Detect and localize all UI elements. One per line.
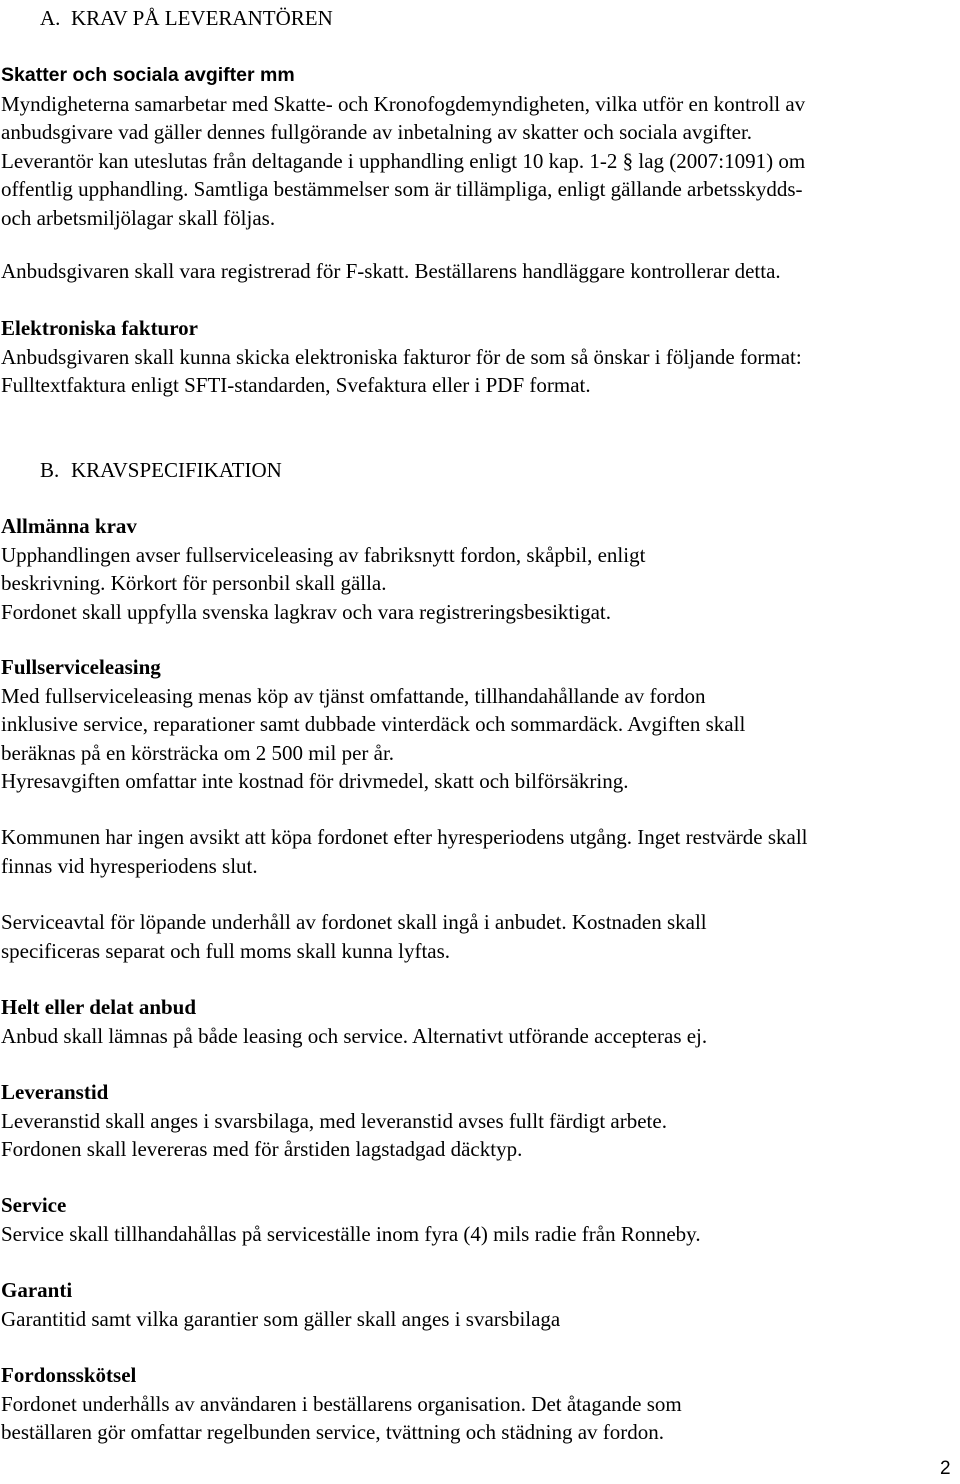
tax-line: Leverantör kan uteslutas från deltagande i upphandling enligt 10 kap. 1-2 § lag (2007:1091) om (1, 148, 806, 173)
residual-line: Kommunen har ingen avsikt att köpa fordonet efter hyresperiodens utgång. Inget restvärde skall (1, 825, 808, 849)
fskatt-paragraph (1, 257, 946, 286)
fullservice-line: Med fullserviceleasing menas köp av tjänst omfattande, tillhandahållande av fordon (1, 683, 706, 708)
section-b-title (40, 456, 282, 484)
fullservice-line: Hyresavgiften omfattar inte kostnad för drivmedel, skatt och bilförsäkring. (1, 769, 629, 793)
tax-section (1, 61, 946, 232)
fskatt-text: Anbudsgivaren skall vara registrerad för F-skatt. Beställarens handläggare kontrollerar detta. (1, 259, 781, 283)
invoice-heading: Elektroniska fakturor (1, 316, 198, 340)
service-agreement-paragraph (1, 908, 946, 965)
vehicle-care-line: Fordonet underhålls av användaren i beställarens organisation. Det åtagande som (1, 1391, 682, 1416)
warranty-line: Garantitid samt vilka garantier som gäller skall anges i svarsbilaga (1, 1306, 561, 1331)
general-line: beskrivning. Körkort för personbil skall gälla. (1, 571, 387, 595)
section-b-letter: B. (40, 458, 60, 482)
general-heading: Allmänna krav (1, 514, 137, 538)
page-number: 2 (940, 1458, 951, 1479)
service-heading: Service (1, 1193, 67, 1217)
vehicle-care-line: beställaren gör omfattar regelbunden service, tvättning och städning av fordon. (1, 1420, 665, 1444)
invoice-line: Fulltextfaktura enligt SFTI-standarden, Svefaktura eller i PDF format. (1, 373, 591, 397)
vehicle-care-section (1, 1361, 946, 1447)
section-b-title-text: KRAVSPECIFIKATION (71, 458, 282, 482)
warranty-heading: Garanti (1, 1278, 73, 1302)
section-a-title (40, 4, 333, 32)
service-agreement-line: Serviceavtal för löpande underhåll av fordonet skall ingå i anbudet. Kostnaden skall (1, 910, 707, 934)
tax-line: offentlig upphandling. Samtliga bestämmelser som är tillämpliga, enligt gällande arbetsskydds- (1, 177, 803, 201)
tax-line: och arbetsmiljölagar skall följas. (1, 205, 276, 230)
tax-line: Myndigheterna samarbetar med Skatte- och Kronofogdemyndigheten, vilka utför en kontroll av (1, 91, 806, 116)
warranty-section (1, 1276, 946, 1333)
general-line: Fordonet skall uppfylla svenska lagkrav och vara registreringsbesiktigat. (1, 599, 612, 624)
general-line: Upphandlingen avser fullserviceleasing av fabriksnytt fordon, skåpbil, enligt (1, 542, 646, 567)
tax-line: anbudsgivare vad gäller dennes fullgörande av inbetalning av skatter och sociala avgifter. (1, 120, 753, 144)
fullservice-line: beräknas på en körsträcka om 2 500 mil per år. (1, 740, 395, 765)
invoice-line: Anbudsgivaren skall kunna skicka elektroniska fakturor för de som så önskar i följande format: (1, 344, 802, 369)
residual-line: finnas vid hyresperiodens slut. (1, 853, 258, 878)
delivery-heading: Leveranstid (1, 1080, 109, 1104)
section-a-letter: A. (40, 6, 61, 30)
general-requirements-section (1, 512, 946, 626)
tax-heading: Skatter och sociala avgifter mm (1, 64, 295, 86)
delivery-line: Leveranstid skall anges i svarsbilaga, med leveranstid avses fullt färdigt arbete. (1, 1108, 667, 1133)
bid-heading: Helt eller delat anbud (1, 995, 197, 1019)
residual-value-paragraph (1, 823, 946, 880)
bid-section (1, 993, 946, 1050)
invoice-section (1, 314, 946, 400)
section-a-title-text: KRAV PÅ LEVERANTÖREN (71, 6, 333, 30)
service-section (1, 1191, 946, 1248)
delivery-section (1, 1078, 946, 1164)
fullservice-section (1, 653, 946, 796)
service-agreement-line: specificeras separat och full moms skall kunna lyftas. (1, 938, 451, 963)
vehicle-care-heading: Fordonsskötsel (1, 1363, 137, 1387)
fullservice-heading: Fullserviceleasing (1, 655, 161, 679)
service-line: Service skall tillhandahållas på serviceställe inom fyra (4) mils radie från Ronneby. (1, 1221, 701, 1246)
bid-line: Anbud skall lämnas på både leasing och service. Alternativt utförande accepteras ej. (1, 1023, 708, 1048)
fullservice-line: inklusive service, reparationer samt dubbade vinterdäck och sommardäck. Avgiften skall (1, 712, 746, 736)
delivery-line: Fordonen skall levereras med för årstiden lagstadgad däcktyp. (1, 1137, 523, 1161)
